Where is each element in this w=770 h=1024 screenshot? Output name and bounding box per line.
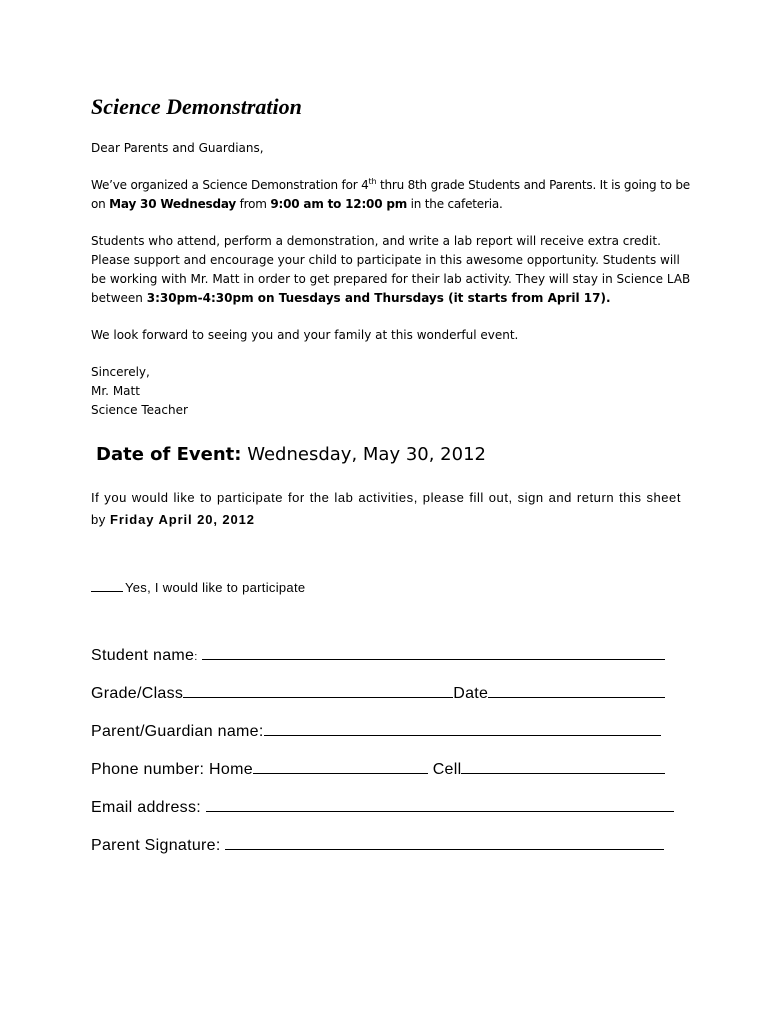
parent-name-field[interactable] (264, 721, 661, 736)
grade-class-label: Grade/Class (91, 685, 184, 702)
date-field[interactable] (488, 683, 665, 698)
return-instructions: If you would like to participate for the lab activities, please fill out, sign and return this sheet by Friday April 20, 2012 (91, 490, 681, 527)
cell-field[interactable] (461, 759, 665, 774)
phone-home-label: Phone number: Home (91, 761, 253, 778)
lab-schedule-highlight: 3:30pm-4:30pm on Tuesdays and Thursdays (it starts from April 17). (146, 291, 611, 305)
closing-paragraph: We look forward to seeing you and your family at this wonderful event. (91, 328, 519, 342)
student-name-field[interactable] (202, 645, 665, 660)
email-row (91, 797, 674, 819)
grade-class-field[interactable] (183, 683, 453, 698)
date-label: Date (453, 685, 489, 702)
signature-field[interactable] (225, 835, 664, 850)
grade-date-row (91, 683, 665, 705)
signature-label: Parent Signature: (91, 837, 221, 854)
parent-name-row (91, 721, 661, 743)
event-date-value: Wednesday, May 30, 2012 (247, 444, 486, 465)
signer-name: Mr. Matt (91, 384, 140, 398)
student-name-label: Student name (91, 647, 195, 664)
phone-home-field[interactable] (253, 759, 428, 774)
closing-salutation: Sincerely, (91, 365, 150, 379)
return-deadline: Friday April 20, 2012 (110, 512, 255, 527)
participate-check-blank[interactable] (91, 578, 123, 592)
event-date-label: Date of Event: (96, 444, 242, 465)
phone-row (91, 759, 665, 781)
participate-label: Yes, I would like to participate (125, 580, 306, 595)
event-date-highlight: May 30 Wednesday (109, 197, 237, 211)
event-date-line (96, 441, 486, 469)
letter-body (91, 139, 691, 420)
parent-name-label: Parent/Guardian name: (91, 723, 264, 740)
credit-paragraph: Students who attend, perform a demonstration, and write a lab report will receive extra credit. Please support and encourage your child to participate in this awesome opportunity. Students will be working with Mr. Matt in order to get prepared for their lab activity. They will stay in Science LAB between 3:30pm-4:30pm on Tuesdays and Thursdays (it starts from April 17). (91, 234, 691, 305)
email-label: Email address: (91, 799, 202, 816)
document-title: Science Demonstration (91, 94, 302, 119)
event-time-highlight: 9:00 am to 12:00 pm (270, 197, 408, 211)
signature-row (91, 835, 664, 857)
signer-role: Science Teacher (91, 403, 188, 417)
event-paragraph: We’ve organized a Science Demonstration for 4th thru 8th grade Students and Parents. It is going to be on May 30 Wednesday from 9:00 am to 12:00 pm in the cafeteria. (91, 177, 690, 211)
greeting: Dear Parents and Guardians, (91, 141, 264, 155)
participate-option[interactable] (91, 578, 305, 598)
email-field[interactable] (206, 797, 674, 812)
student-name-row: Student name: (91, 645, 665, 668)
cell-label: Cell (432, 761, 462, 778)
